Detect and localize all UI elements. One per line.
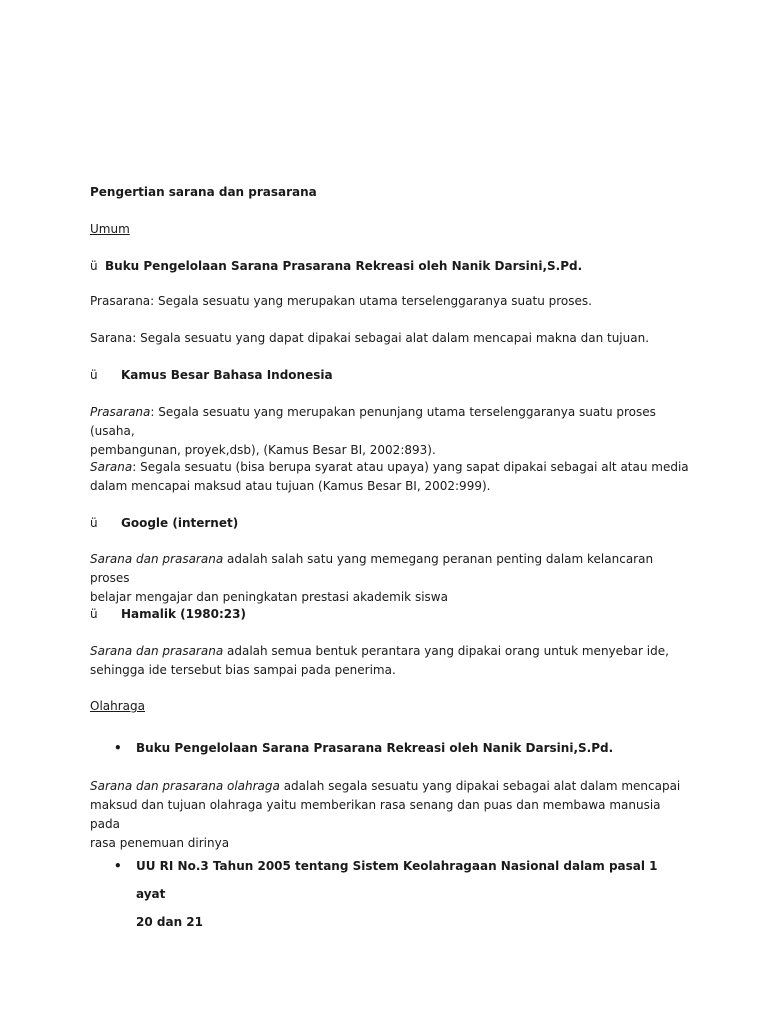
source-item-2: [90, 366, 690, 385]
check-mark-icon: ü: [90, 516, 98, 530]
source-item-3: [90, 514, 690, 533]
source-label: Google (internet): [121, 516, 239, 530]
paragraph-prasarana: Prasarana: Segala sesuatu yang merupakan utama terselenggaranya suatu proses.: [90, 294, 592, 308]
paragraph-sarana: Sarana: Segala sesuatu yang dapat dipakai sebagai alat dalam mencapai makna dan tujuan.: [90, 331, 650, 345]
term: Sarana: [90, 460, 133, 474]
source-label: Kamus Besar Bahasa Indonesia: [121, 368, 333, 382]
source-item-1: [90, 257, 690, 276]
source-label: Buku Pengelolaan Sarana Prasarana Rekreasi oleh Nanik Darsini,S.Pd.: [105, 259, 583, 273]
paragraph-olahraga: Sarana dan prasarana olahraga adalah segala sesuatu yang dipakai sebagai alat dalam mencapai maksud dan tujuan olahraga yaitu memberikan rasa senang dan puas dan membawa manusia pada rasa penemuan dirinya: [90, 779, 681, 850]
paragraph-hamalik: Sarana dan prasarana adalah semua bentuk perantara yang dipakai orang untuk menyebar ide, sehingga ide tersebut bias sampai pada penerima.: [90, 644, 669, 677]
bullet-item-2: [114, 852, 674, 936]
check-mark-icon: ü: [90, 368, 98, 382]
term: Prasarana: [90, 405, 151, 419]
source-label: Hamalik (1980:23): [121, 607, 246, 621]
paragraph-kbbi-sarana: Sarana: Segala sesuatu (bisa berupa syarat atau upaya) yang sapat dipakai sebagai alt atau media dalam mencapai maksud atau tujuan (Kamus Besar BI, 2002:999).: [90, 460, 689, 493]
bullet-icon: •: [114, 741, 122, 755]
paragraph-kbbi-prasarana: Prasarana: Segala sesuatu yang merupakan penunjang utama terselenggaranya suatu proses (usaha, pembangunan, proyek,dsb), (Kamus Besar BI, 2002:893).: [90, 405, 656, 457]
term: Sarana dan prasarana: [90, 644, 224, 658]
term: Sarana dan prasarana olahraga: [90, 779, 280, 793]
bullet-item-1: [114, 734, 674, 762]
check-mark-icon: ü: [90, 607, 98, 621]
bullet-icon: •: [114, 859, 122, 873]
term: Sarana dan prasarana: [90, 552, 224, 566]
paragraph-google: Sarana dan prasarana adalah salah satu yang memegang peranan penting dalam kelancaran proses belajar mengajar dan peningkatan prestasi akademik siswa: [90, 552, 654, 604]
bullet-label: Buku Pengelolaan Sarana Prasarana Rekreasi oleh Nanik Darsini,S.Pd.: [136, 741, 614, 755]
bullet-label: UU RI No.3 Tahun 2005 tentang Sistem Keolahragaan Nasional dalam pasal 1 ayat 20 dan 21: [136, 859, 658, 929]
section-heading-umum: Umum: [90, 222, 130, 236]
check-mark-icon: ü: [90, 259, 98, 273]
document-title: Pengertian sarana dan prasarana: [90, 185, 317, 199]
section-heading-olahraga: Olahraga: [90, 699, 145, 713]
source-item-4: [90, 605, 690, 624]
